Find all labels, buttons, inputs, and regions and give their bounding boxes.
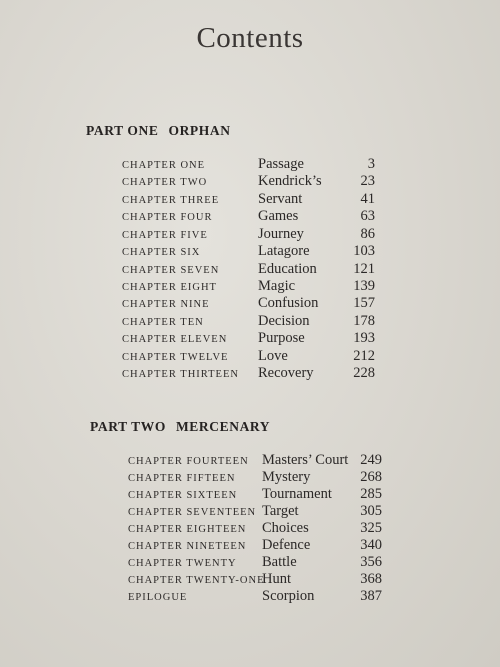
chapter-page-number: 356 [360, 554, 382, 570]
chapter-label: CHAPTER THREE [122, 195, 220, 206]
toc-row [0, 331, 500, 348]
toc-row [0, 244, 500, 261]
chapter-page-number: 41 [360, 191, 375, 207]
chapter-title: Servant [258, 191, 303, 207]
chapter-title: Games [258, 208, 299, 224]
part-label: PART ONE [86, 123, 159, 138]
chapter-page-number: 268 [360, 469, 382, 485]
chapter-title: Passage [258, 156, 304, 172]
toc-row [0, 504, 500, 521]
toc-row [0, 572, 500, 589]
chapter-page-number: 249 [360, 452, 382, 468]
chapter-page-number: 305 [360, 503, 382, 519]
toc-row [0, 470, 500, 487]
chapter-page-number: 285 [360, 486, 382, 502]
chapter-page-number: 368 [360, 571, 382, 587]
chapter-title: Purpose [258, 330, 305, 346]
chapter-label: CHAPTER SIX [122, 247, 201, 258]
chapter-label: EPILOGUE [128, 592, 188, 603]
chapter-label: CHAPTER NINE [122, 299, 210, 310]
chapter-page-number: 86 [360, 226, 375, 242]
part-two-heading [90, 419, 270, 435]
chapter-title: Masters’ Court [262, 452, 349, 468]
chapter-label: CHAPTER TWO [122, 177, 208, 188]
chapter-page-number: 3 [367, 156, 375, 172]
chapter-title: Tournament [262, 486, 332, 502]
chapter-title: Decision [258, 313, 310, 329]
toc-row [0, 296, 500, 313]
chapter-page-number: 121 [353, 261, 375, 277]
toc-row [0, 487, 500, 504]
toc-row [0, 174, 500, 191]
chapter-page-number: 387 [360, 588, 382, 604]
toc-row [0, 279, 500, 296]
chapter-label: CHAPTER SEVENTEEN [128, 507, 257, 518]
chapter-label: CHAPTER ELEVEN [122, 334, 228, 345]
chapter-title: Confusion [258, 295, 319, 311]
chapter-title: Battle [262, 554, 297, 570]
toc-row [0, 227, 500, 244]
page-title: Contents [196, 22, 304, 54]
chapter-page-number: 212 [353, 348, 375, 364]
toc-row [0, 555, 500, 572]
chapter-label: CHAPTER SEVEN [122, 265, 220, 276]
chapter-label: CHAPTER FOUR [122, 212, 213, 223]
chapter-page-number: 139 [353, 278, 375, 294]
chapter-page-number: 228 [353, 365, 375, 381]
chapter-title: Defence [262, 537, 311, 553]
chapter-label: CHAPTER TWELVE [122, 352, 229, 363]
toc-row [0, 538, 500, 555]
chapter-label: CHAPTER SIXTEEN [128, 490, 238, 501]
toc-row [0, 262, 500, 279]
chapter-title: Kendrick’s [258, 173, 322, 189]
toc-row [0, 521, 500, 538]
chapter-page-number: 23 [360, 173, 375, 189]
chapter-label: CHAPTER FOURTEEN [128, 456, 249, 467]
chapter-title: Love [258, 348, 288, 364]
chapter-label: CHAPTER EIGHTEEN [128, 524, 247, 535]
chapter-title: Hunt [262, 571, 291, 587]
chapter-title: Latagore [258, 243, 310, 259]
part-label: PART TWO [90, 419, 166, 434]
chapter-title: Choices [262, 520, 309, 536]
chapter-title: Mystery [262, 469, 311, 485]
toc-row [0, 209, 500, 226]
chapter-page-number: 178 [353, 313, 375, 329]
chapter-title: Recovery [258, 365, 314, 381]
chapter-page-number: 157 [353, 295, 375, 311]
chapter-title: Target [262, 503, 299, 519]
chapter-page-number: 103 [353, 243, 375, 259]
part-one-heading [86, 123, 231, 139]
chapter-label: CHAPTER ONE [122, 160, 206, 171]
chapter-label: CHAPTER TWENTY-ONE [128, 575, 265, 586]
toc-row [0, 366, 500, 383]
chapter-title: Education [258, 261, 317, 277]
chapter-title: Scorpion [262, 588, 315, 604]
part-name: ORPHAN [168, 123, 231, 138]
toc-row [0, 314, 500, 331]
chapter-label: CHAPTER FIVE [122, 230, 208, 241]
chapter-page-number: 193 [353, 330, 375, 346]
toc-row [0, 453, 500, 470]
chapter-page-number: 63 [360, 208, 375, 224]
chapter-label: CHAPTER FIFTEEN [128, 473, 236, 484]
chapter-label: CHAPTER EIGHT [122, 282, 217, 293]
toc-row [0, 192, 500, 209]
chapter-label: CHAPTER NINETEEN [128, 541, 247, 552]
chapter-label: CHAPTER TEN [122, 317, 204, 328]
toc-row [0, 157, 500, 174]
toc-row [0, 589, 500, 606]
chapter-title: Magic [258, 278, 296, 294]
chapter-page-number: 340 [360, 537, 382, 553]
chapter-label: CHAPTER THIRTEEN [122, 369, 239, 380]
chapter-label: CHAPTER TWENTY [128, 558, 237, 569]
part-name: MERCENARY [175, 419, 271, 434]
chapter-page-number: 325 [360, 520, 382, 536]
toc-row [0, 349, 500, 366]
chapter-title: Journey [258, 226, 304, 242]
